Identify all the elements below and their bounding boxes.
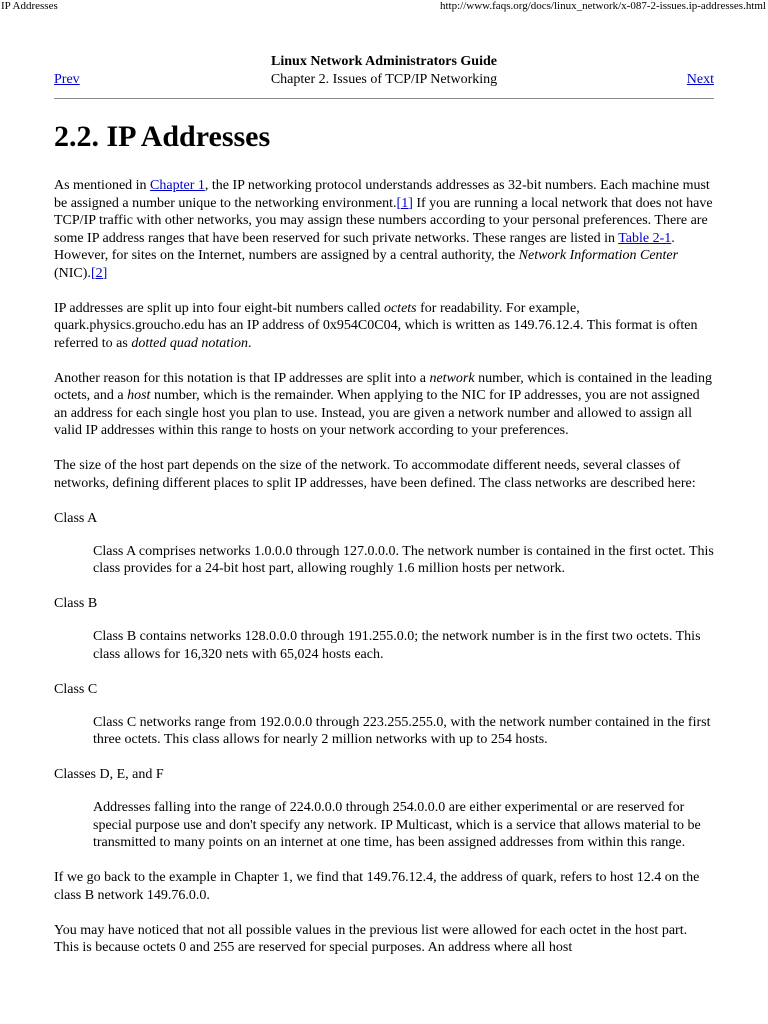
footnote-1-link[interactable]: [1] bbox=[396, 195, 413, 211]
section-title: 2.2. IP Addresses bbox=[54, 120, 271, 153]
paragraph-host-size: The size of the host part depends on the size of the network. To accommodate different needs, several classes of networks, defining different places to split IP addresses, have been defined. The class networks are described here: bbox=[54, 458, 696, 491]
octets-emphasis: octets bbox=[383, 300, 417, 316]
para-text: , the IP networking protocol understands addresses as 32-bit numbers. Each machine must be assigned a number unique to the networking environment. bbox=[54, 178, 710, 211]
header-divider bbox=[54, 98, 714, 99]
paragraph-network-host bbox=[54, 370, 714, 440]
para-text: IP addresses are split up into four eight-bit numbers called bbox=[54, 300, 384, 316]
para-text: (NIC). bbox=[54, 265, 91, 281]
network-classes-list bbox=[54, 510, 714, 852]
class-term: Classes D, E, and F bbox=[54, 767, 164, 782]
document-page bbox=[54, 52, 714, 974]
class-term: Class C bbox=[54, 681, 98, 697]
guide-title: Linux Network Administrators Guide bbox=[271, 54, 497, 69]
para-text: If you are running a local network that does not have TCP/IP traffic with other networks, you may assign these numbers according to your personal preferences. There are some IP address ranges that have been reserved for such private networks. These ranges are listed in bbox=[54, 195, 713, 246]
print-page-url: http://www.faqs.org/docs/linux_network/x-087-2-issues.ip-addresses.html bbox=[440, 0, 766, 12]
print-page-title: IP Addresses bbox=[1, 0, 58, 12]
paragraph-quark-example: If we go back to the example in Chapter 1, we find that 149.76.12.4, the address of quark, refers to host 12.4 on the class B network 149.76.0.0. bbox=[54, 870, 700, 903]
print-header bbox=[0, 0, 768, 14]
para-text: number, which is contained in the leading octets, and a bbox=[54, 370, 712, 403]
class-description: Class A comprises networks 1.0.0.0 through 127.0.0.0. The network number is contained in the first octet. This class provides for a 24-bit host part, allowing roughly 1.6 million hosts per network. bbox=[93, 543, 714, 576]
para-text: for readability. For example, quark.physics.groucho.edu has an IP address of 0x954C0C04, which is written as 149.76.12.4. This format is often referred to as bbox=[54, 300, 698, 351]
network-emphasis: network bbox=[429, 370, 475, 386]
para-text: . bbox=[248, 335, 252, 351]
class-description: Class B contains networks 128.0.0.0 through 191.255.0.0; the network number is in the first two octets. This class allows for 16,320 nets with 65,024 hosts each. bbox=[93, 629, 701, 662]
class-term: Class A bbox=[54, 510, 98, 526]
next-link[interactable]: Next bbox=[686, 72, 714, 87]
para-text: . However, for sites on the Internet, numbers are assigned by a central authority, the bbox=[54, 230, 675, 263]
chapter-title: Chapter 2. Issues of TCP/IP Networking bbox=[270, 72, 498, 87]
class-description: Addresses falling into the range of 224.0.0.0 through 254.0.0.0 are either experimental or are reserved for special purpose use and don't specify any network. IP Multicast, which is a service that allows material to be transmitted to many points on an internet at one time, has been assigned addresses from within this range. bbox=[93, 800, 701, 850]
para-text: As mentioned in bbox=[54, 178, 151, 193]
navigation-header bbox=[54, 52, 714, 98]
chapter-1-link[interactable]: Chapter 1 bbox=[150, 178, 205, 193]
nic-emphasis: Network Information Center bbox=[518, 248, 679, 263]
paragraph-octets bbox=[54, 300, 714, 353]
prev-link[interactable]: Prev bbox=[54, 72, 80, 87]
table-2-1-link[interactable]: Table 2-1 bbox=[618, 230, 672, 246]
para-text: number, which is the remainder. When applying to the NIC for IP addresses, you are not assigned an address for each single host you plan to use. Instead, you are given a network number and allowed to assign all valid IP addresses within this range to hosts on your network according to your preferences. bbox=[54, 388, 700, 438]
class-description: Class C networks range from 192.0.0.0 through 223.255.255.0, with the network number contained in the first three octets. This class allows for nearly 2 million networks with up to 254 hosts. bbox=[93, 714, 711, 747]
para-text: Another reason for this notation is that IP addresses are split into a bbox=[54, 370, 430, 386]
paragraph-reserved-octets: You may have noticed that not all possible values in the previous list were allowed for each octet in the host part. This is because octets 0 and 255 are reserved for special purposes. An address where all host bbox=[54, 922, 688, 955]
class-term: Class B bbox=[54, 596, 98, 611]
paragraph-intro bbox=[54, 177, 714, 282]
dotted-quad-emphasis: dotted quad notation bbox=[131, 335, 249, 351]
host-emphasis: host bbox=[127, 388, 151, 403]
footnote-2-link[interactable]: [2] bbox=[90, 265, 108, 281]
